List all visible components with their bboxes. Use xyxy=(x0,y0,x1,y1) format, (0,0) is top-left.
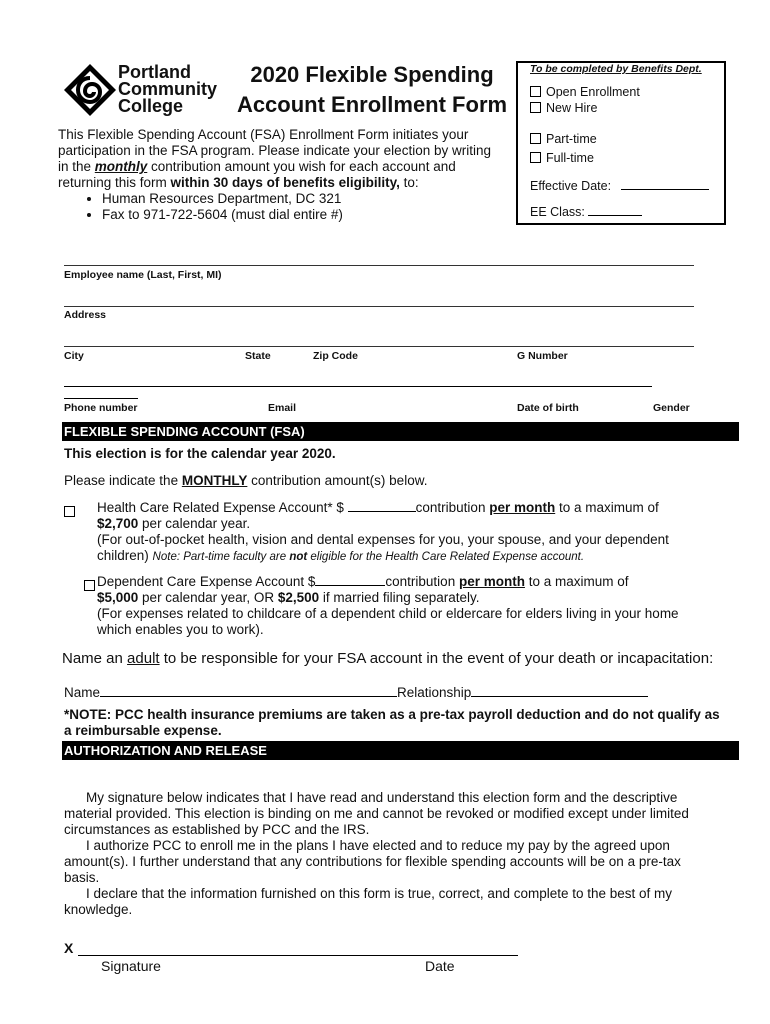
intro-text-2: contribution amount you wish for each account and returning this form xyxy=(58,159,456,190)
intro-text-1: This Flexible Spending Account (FSA) Enrollment Form initiates your participation in the FSA program. Please indicate your election by writing in the xyxy=(58,127,491,174)
hc-per-month: per month xyxy=(489,500,556,515)
full-time-checkbox[interactable] xyxy=(530,152,541,163)
intro-paragraph xyxy=(58,127,498,223)
part-time-label: Part-time xyxy=(546,132,597,146)
indicate-monthly: MONTHLY xyxy=(181,473,248,488)
relationship-field[interactable] xyxy=(471,696,648,697)
calendar-year-text: This election is for the calendar year 2020. xyxy=(64,446,336,461)
hc-note-not: not xyxy=(289,551,308,563)
health-care-checkbox[interactable] xyxy=(64,506,75,517)
hc-note-a: Note: Part-time faculty are xyxy=(152,551,290,563)
hc-text-d: per calendar year. xyxy=(138,516,251,531)
intro-text-3: to: xyxy=(399,175,419,190)
effective-date-label: Effective Date: xyxy=(530,179,612,193)
logo-line-1: Portland xyxy=(118,62,192,82)
hc-text-a: Health Care Related Expense Account* $ xyxy=(97,500,348,515)
new-hire-label: New Hire xyxy=(546,101,598,115)
title-line-1: 2020 Flexible Spending xyxy=(250,62,494,87)
pcc-logo-icon xyxy=(62,62,118,118)
open-enrollment-label: Open Enrollment xyxy=(546,85,640,99)
intro-bullet-fax: • Fax to 971-722-5604 (must dial entire #) xyxy=(102,207,498,223)
hc-text-c: to a maximum of xyxy=(555,500,659,515)
dc-text-b: contribution xyxy=(385,574,459,589)
auth-paragraph-1: My signature below indicates that I have read and understand this election form and the descriptive material provided. This election is binding on me and cannot be revoked or modified except under limited circumstances as established by PCC and the IRS. xyxy=(64,790,689,837)
open-enrollment-checkbox[interactable] xyxy=(530,86,541,97)
dc-text-d: per calendar year, OR xyxy=(138,590,278,605)
logo-line-3: College xyxy=(118,96,184,116)
part-time-checkbox[interactable] xyxy=(530,133,541,144)
ee-class-field[interactable] xyxy=(588,215,642,216)
ee-class-label: EE Class: xyxy=(530,205,585,219)
zip-label: Zip Code xyxy=(313,350,358,362)
hc-note-b: eligible for the Health Care Related Expense account. xyxy=(307,551,585,563)
health-care-option xyxy=(97,500,717,565)
logo-line-2: Community xyxy=(118,79,217,99)
phone-label: Phone number xyxy=(64,402,138,414)
hc-text-e: (For out-of-pocket health, vision and dental expenses for you, your spouse, and your dependent children) xyxy=(97,532,669,563)
adult-text-b: to be responsible for your FSA account in the event of your death or incapacitation: xyxy=(159,650,714,667)
city-label: City xyxy=(64,350,84,362)
dc-text-a: Dependent Care Expense Account $ xyxy=(97,574,316,589)
email-label: Email xyxy=(268,402,297,414)
indicate-text-b: contribution amount(s) below. xyxy=(247,473,428,488)
beneficiary-name-label: Name xyxy=(64,685,101,700)
address-field[interactable] xyxy=(64,306,694,307)
full-time-label: Full-time xyxy=(546,151,594,165)
dc-text-e: if married filing separately. xyxy=(319,590,480,605)
dept-box-header: To be completed by Benefits Dept. xyxy=(530,63,702,75)
city-state-zip-field[interactable] xyxy=(64,346,694,347)
dc-text-c: to a maximum of xyxy=(524,574,629,589)
health-care-amount-field[interactable] xyxy=(348,511,416,512)
relationship-label: Relationship xyxy=(397,685,472,700)
effective-date-field[interactable] xyxy=(621,189,709,190)
signature-date-line[interactable] xyxy=(78,955,518,956)
employee-name-field[interactable] xyxy=(64,265,694,266)
gnumber-label: G Number xyxy=(517,350,568,362)
title-line-2: Account Enrollment Form xyxy=(236,92,508,117)
gender-label: Gender xyxy=(653,402,690,414)
monthly-instruction xyxy=(64,473,427,489)
authorization-text xyxy=(64,790,704,918)
employee-name-label: Employee name (Last, First, MI) xyxy=(64,269,222,281)
form-title xyxy=(232,60,512,120)
dependent-care-checkbox[interactable] xyxy=(84,580,95,591)
signature-label: Signature xyxy=(101,958,161,974)
auth-paragraph-3: I declare that the information furnished on this form is true, correct, and complete to the best of my knowledge. xyxy=(64,886,673,917)
dc-text-f: (For expenses related to childcare of a dependent child or eldercare for elders living in your home which enables you to work). xyxy=(97,606,679,637)
premium-note: *NOTE: PCC health insurance premiums are taken as a pre-tax payroll deduction and do not qualify as a reimbursable expense. xyxy=(64,707,720,738)
intro-monthly: monthly xyxy=(94,159,148,174)
fsa-section-header: FLEXIBLE SPENDING ACCOUNT (FSA) xyxy=(62,422,739,441)
indicate-text-a: Please indicate the xyxy=(64,473,182,488)
phone-short-line xyxy=(64,398,138,399)
new-hire-checkbox[interactable] xyxy=(530,102,541,113)
dc-per-month: per month xyxy=(458,574,525,589)
beneficiary-row xyxy=(64,685,648,701)
hc-max: $2,700 xyxy=(97,516,139,531)
intro-within: within 30 days of benefits eligibility, xyxy=(170,175,400,190)
phone-email-dob-field[interactable] xyxy=(64,386,652,387)
dc-max-2: $2,500 xyxy=(277,590,320,605)
address-label: Address xyxy=(64,309,107,321)
intro-bullet-hr: • Human Resources Department, DC 321 xyxy=(102,191,498,207)
adult-underlined: adult xyxy=(127,650,160,667)
adult-instruction xyxy=(62,650,713,667)
benefits-dept-box xyxy=(516,61,726,225)
dependent-care-amount-field[interactable] xyxy=(315,585,385,586)
beneficiary-name-field[interactable] xyxy=(100,696,397,697)
pcc-logo-text xyxy=(118,64,217,115)
dc-max-1: $5,000 xyxy=(97,590,139,605)
auth-paragraph-2: I authorize PCC to enroll me in the plans I have elected and to reduce my pay by the agreed upon amount(s). I further understand that any contributions for flexible spending accounts will be on a pre-tax basis. xyxy=(64,838,681,885)
hc-text-b: contribution xyxy=(415,500,490,515)
date-label: Date xyxy=(425,958,455,974)
state-label: State xyxy=(245,350,271,362)
signature-x: X xyxy=(64,940,74,956)
dob-label: Date of birth xyxy=(517,402,579,414)
authorization-header: AUTHORIZATION AND RELEASE xyxy=(62,741,739,760)
adult-text-a: Name an xyxy=(62,650,128,667)
dependent-care-option xyxy=(97,574,707,638)
